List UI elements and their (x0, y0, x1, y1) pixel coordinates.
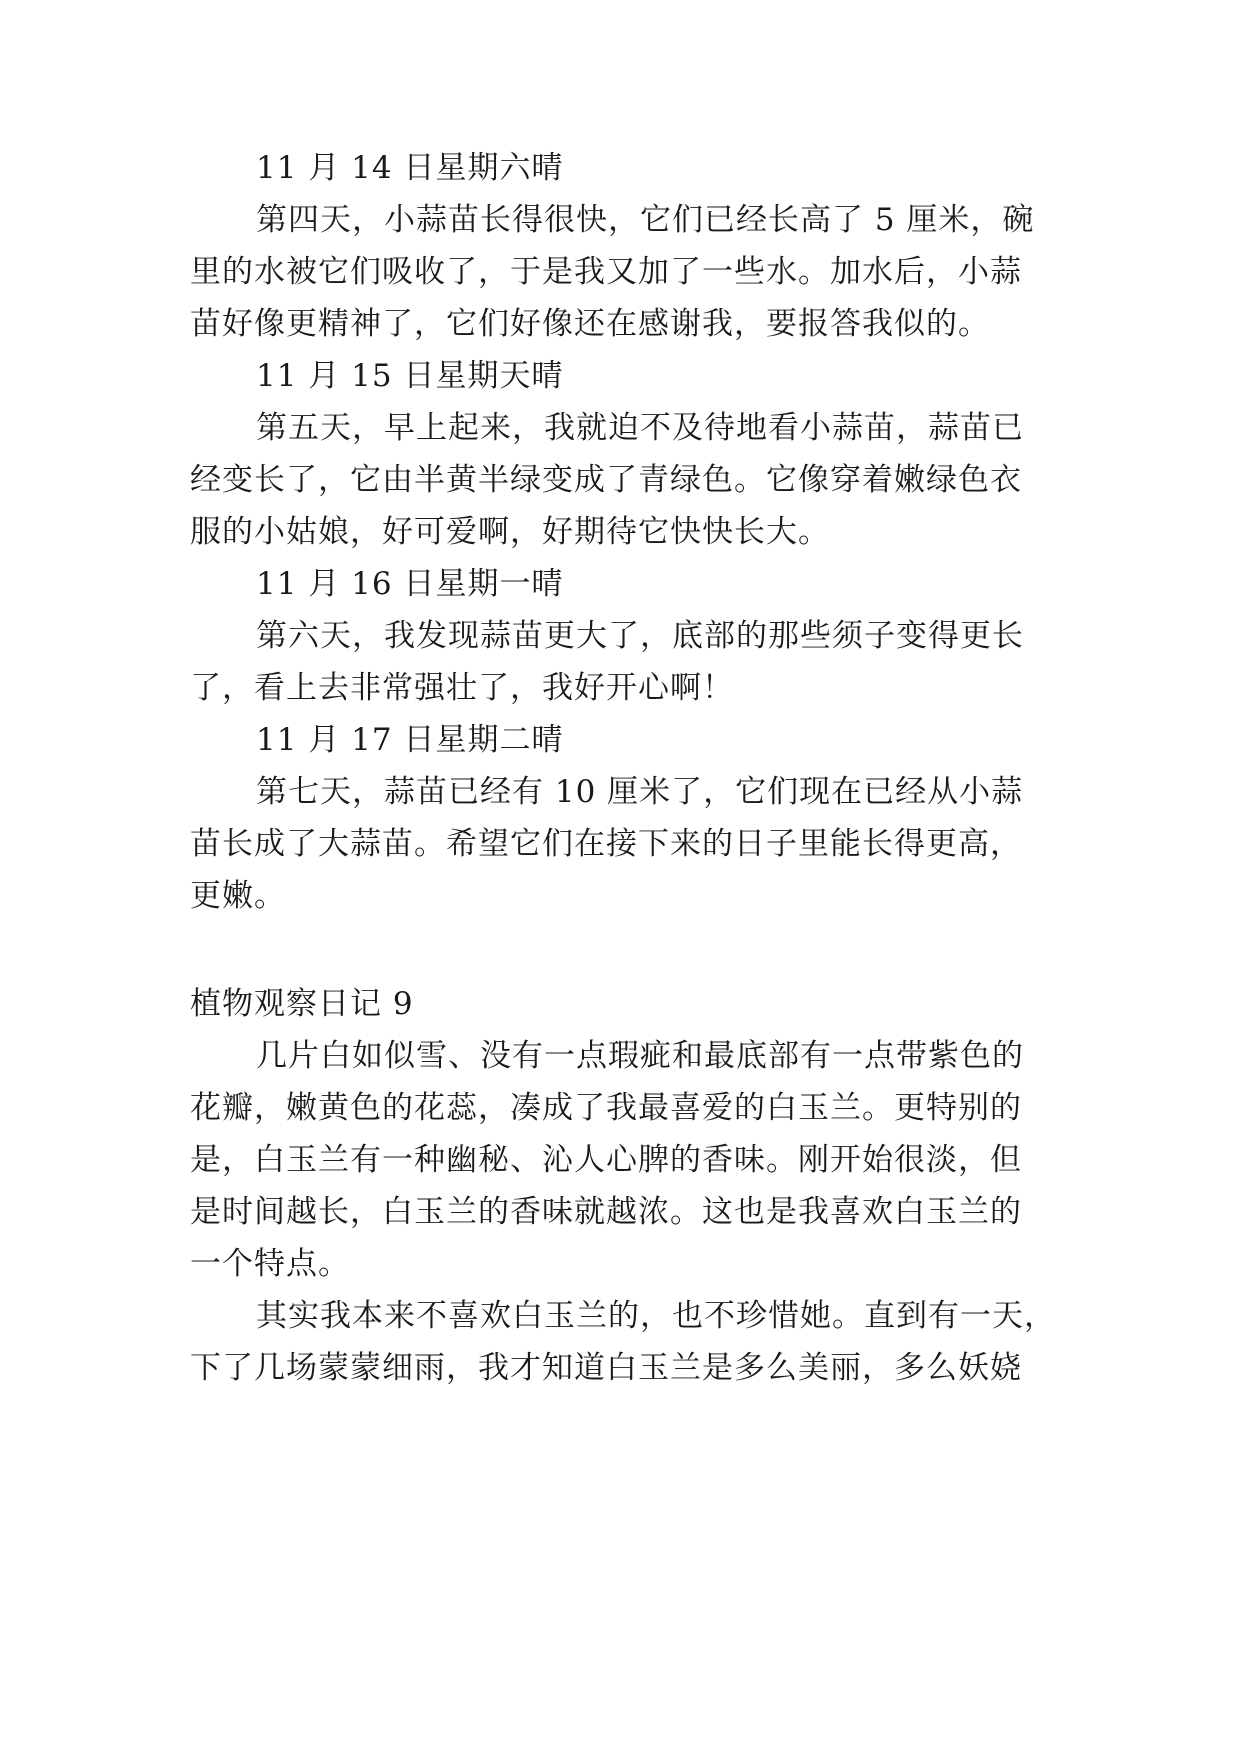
diary-date: 11 月 14 日星期六晴 (256, 150, 564, 186)
paragraph-line: 苗好像更精神了，它们好像还在感谢我，要报答我似的。 (190, 306, 990, 342)
paragraph-line: 里的水被它们吸收了，于是我又加了一些水。加水后，小蒜 (190, 254, 1022, 290)
paragraph-line: 第五天，早上起来，我就迫不及待地看小蒜苗，蒜苗已 (256, 410, 1024, 446)
paragraph-line: 服的小姑娘，好可爱啊，好期待它快快长大。 (190, 514, 830, 550)
diary-date: 11 月 17 日星期二晴 (256, 722, 564, 758)
paragraph-line: 苗长成了大蒜苗。希望它们在接下来的日子里能长得更高， (190, 826, 1022, 862)
paragraph-line: 第七天，蒜苗已经有 10 厘米了，它们现在已经从小蒜 (256, 774, 1024, 810)
diary-date: 11 月 15 日星期天晴 (256, 358, 564, 394)
paragraph-line: 下了几场蒙蒙细雨，我才知道白玉兰是多么美丽，多么妖娆 (190, 1350, 1022, 1386)
paragraph-line: 经变长了，它由半黄半绿变成了青绿色。它像穿着嫩绿色衣 (190, 462, 1022, 498)
section-title: 植物观察日记 9 (190, 986, 414, 1022)
paragraph-line: 其实我本来不喜欢白玉兰的，也不珍惜她。直到有一天， (256, 1298, 1056, 1334)
paragraph-line: 更嫩。 (190, 878, 286, 914)
paragraph-line: 是时间越长，白玉兰的香味就越浓。这也是我喜欢白玉兰的 (190, 1194, 1022, 1230)
diary-date: 11 月 16 日星期一晴 (256, 566, 564, 602)
paragraph-line: 第六天，我发现蒜苗更大了，底部的那些须子变得更长 (256, 618, 1024, 654)
paragraph-line: 了，看上去非常强壮了，我好开心啊！ (190, 670, 734, 706)
paragraph-line: 花瓣，嫩黄色的花蕊，凑成了我最喜爱的白玉兰。更特别的 (190, 1090, 1022, 1126)
paragraph-line: 第四天，小蒜苗长得很快，它们已经长高了 5 厘米，碗 (256, 202, 1035, 238)
paragraph-line: 是，白玉兰有一种幽秘、沁人心脾的香味。刚开始很淡，但 (190, 1142, 1022, 1178)
paragraph-line: 几片白如似雪、没有一点瑕疵和最底部有一点带紫色的 (256, 1038, 1024, 1074)
paragraph-line: 一个特点。 (190, 1246, 350, 1282)
